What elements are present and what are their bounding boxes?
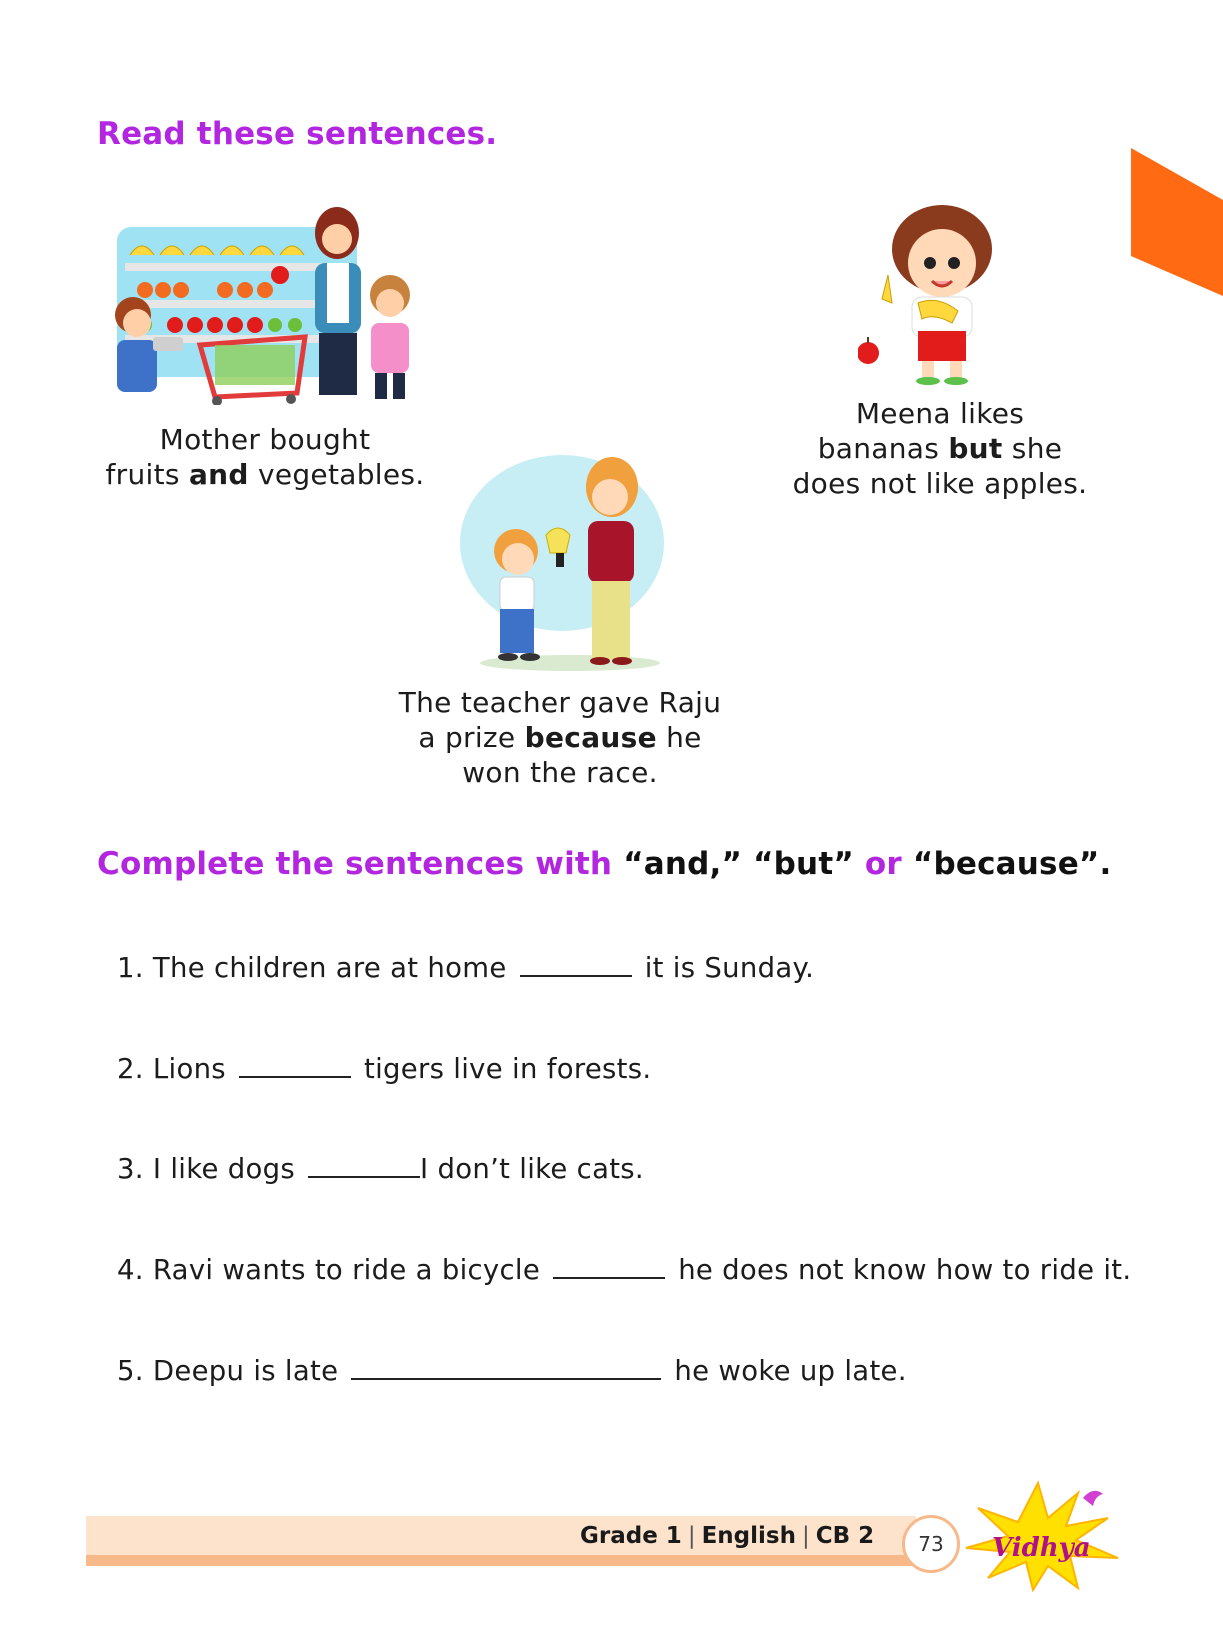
exercise-text: he woke up late.: [674, 1355, 907, 1387]
answer-blank[interactable]: [239, 1075, 351, 1078]
keyword-and: “and,”: [623, 846, 743, 882]
meena-girl-illustration: [858, 205, 1008, 385]
caption-text: bananas: [817, 432, 949, 465]
caption-meena: [780, 396, 1100, 501]
caption-text: he: [656, 721, 702, 754]
answer-blank[interactable]: [308, 1175, 420, 1178]
keyword-because: “because”.: [912, 846, 1112, 882]
caption-line: won the race.: [462, 756, 658, 789]
answer-blank[interactable]: [520, 974, 632, 977]
vidhya-logo: [958, 1478, 1128, 1593]
footer-subject: English: [701, 1523, 796, 1549]
caption-text: she: [1002, 432, 1063, 465]
exercise-text: I don’t like cats.: [420, 1153, 644, 1185]
caption-text: vegetables.: [248, 458, 425, 491]
caption-line: Mother bought: [159, 423, 371, 456]
exercise-item-1: [117, 952, 814, 984]
footer-separator: |: [687, 1523, 696, 1549]
exercise-item-4: [117, 1254, 1131, 1286]
footer-grade: Grade 1: [580, 1523, 682, 1549]
supermarket-family-illustration: [105, 205, 425, 405]
section-heading-complete: [97, 846, 1112, 882]
keyword-and: and: [188, 458, 249, 491]
answer-blank[interactable]: [351, 1377, 661, 1380]
page-number: [902, 1515, 960, 1573]
page-number-text: 73: [918, 1532, 944, 1556]
caption-teacher: [390, 685, 730, 790]
exercise-text: 1. The children are at home: [117, 952, 507, 984]
exercise-text: 3. I like dogs: [117, 1153, 295, 1185]
exercise-item-2: [117, 1053, 651, 1085]
teacher-prize-illustration: [460, 455, 675, 675]
caption-line: Meena likes: [855, 397, 1025, 430]
caption-line: The teacher gave Raju: [398, 686, 722, 719]
heading-text: Complete the sentences with: [97, 846, 624, 882]
keyword-but: but: [948, 432, 1003, 465]
footer-book-info: [580, 1523, 874, 1549]
caption-text: fruits: [105, 458, 189, 491]
answer-blank[interactable]: [553, 1276, 665, 1279]
footer-book: CB 2: [815, 1523, 875, 1549]
section-heading-read: Read these sentences.: [97, 116, 498, 152]
keyword-because: because: [524, 721, 657, 754]
exercise-text: 4. Ravi wants to ride a bicycle: [117, 1254, 541, 1286]
heading-text: or: [853, 846, 913, 882]
exercise-text: it is Sunday.: [644, 952, 815, 984]
exercise-text: tigers live in forests.: [364, 1053, 652, 1085]
orange-corner-tab: [1131, 148, 1223, 296]
caption-line: does not like apples.: [792, 467, 1088, 500]
keyword-but: “but”: [753, 846, 854, 882]
exercise-item-5: [117, 1355, 907, 1387]
logo-text: Vidhya: [992, 1533, 1091, 1563]
exercise-text: 5. Deepu is late: [117, 1355, 339, 1387]
exercise-text: 2. Lions: [117, 1053, 226, 1085]
caption-text: a prize: [418, 721, 525, 754]
exercise-item-3: [117, 1153, 644, 1185]
footer-separator: |: [801, 1523, 810, 1549]
caption-mother: [100, 422, 430, 492]
exercise-text: he does not know how to ride it.: [678, 1254, 1132, 1286]
